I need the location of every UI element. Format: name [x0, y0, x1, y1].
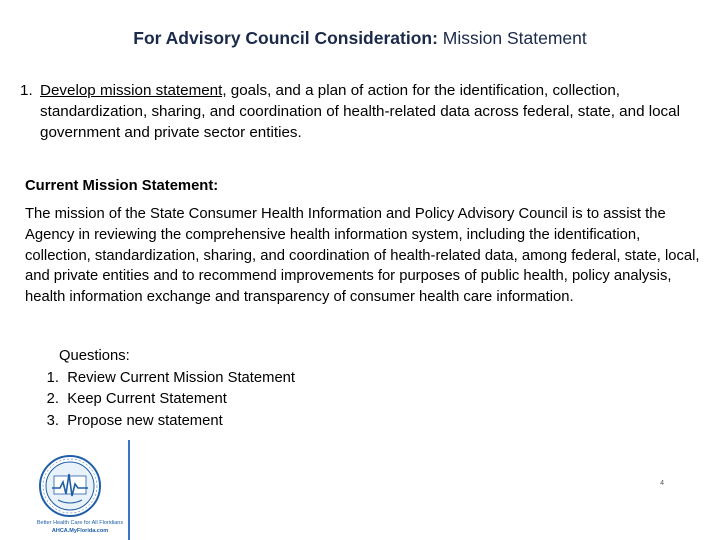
current-mission-heading: Current Mission Statement:	[25, 178, 219, 194]
item-rest: goals, and a plan of action for the identification, collection, standardization, sharing, and coordination of health-related data across federal, state, and local government and private sector entities.	[40, 82, 680, 141]
page-number: 4	[660, 480, 664, 487]
item-text	[40, 80, 700, 143]
list-item	[23, 411, 295, 433]
list-item-number: 2.	[46, 391, 59, 408]
agency-logo	[20, 454, 140, 540]
footer-divider	[128, 440, 130, 540]
list-item-text: Review Current Mission Statement	[67, 369, 296, 386]
questions-list	[23, 346, 295, 433]
list-item	[23, 368, 295, 390]
seal-icon	[38, 454, 102, 518]
list-item-text: Keep Current Statement	[67, 391, 227, 408]
list-item-number: 1.	[46, 369, 59, 386]
list-item	[23, 389, 295, 411]
current-mission-body: The mission of the State Consumer Health Information and Policy Advisory Council is to assist the Agency in reviewing the comprehensive health information system, including the identification, collection, standardization, sharing, and coordination of health-related data, among federal, state, local, and private entities and to recommend improvements for purposes of public health, policy analysis, health information exchange and transparency of consumer health care information.	[25, 206, 700, 306]
list-item-text: Propose new statement	[67, 413, 223, 430]
logo-tagline: Better Health Care for All Floridians	[36, 520, 124, 526]
item-underlined: Develop mission statement,	[40, 82, 227, 99]
title-rest: Mission Statement	[437, 28, 587, 48]
item-number: 1.	[20, 82, 33, 99]
list-item-number: 3.	[46, 413, 59, 430]
title-bold: For Advisory Council Consideration:	[133, 28, 438, 48]
agenda-item-1	[20, 80, 700, 143]
questions-heading: Questions:	[59, 348, 130, 364]
logo-agency: AHCA.MyFlorida.com	[51, 528, 109, 534]
slide-title	[0, 28, 720, 49]
